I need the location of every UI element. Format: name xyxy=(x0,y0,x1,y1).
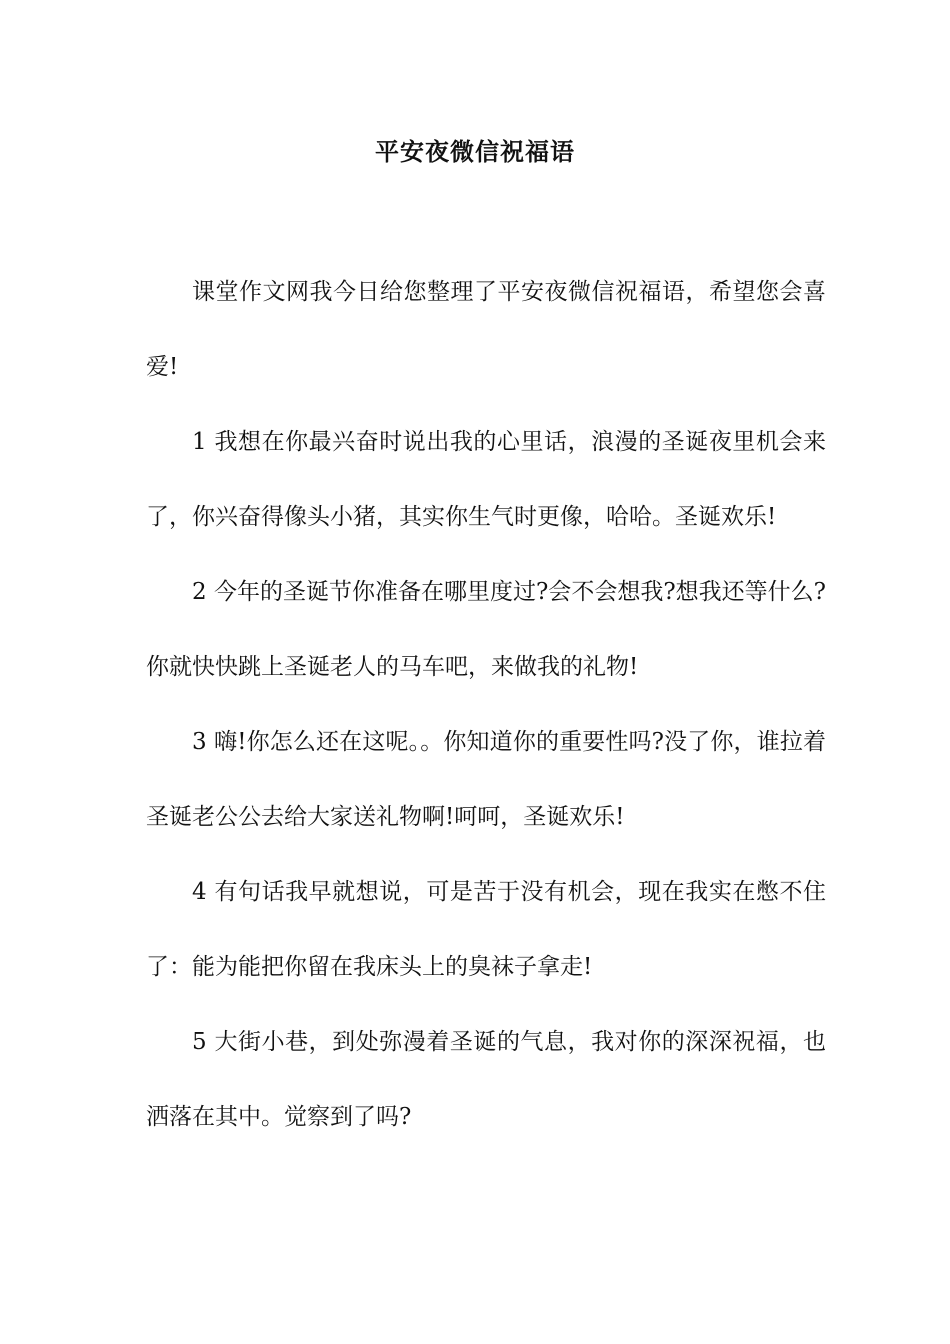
paragraph-1: 1 我想在你最兴奋时说出我的心里话，浪漫的圣诞夜里机会来了，你兴奋得像头小猪，其实你生气时更像，哈哈。圣诞欢乐! xyxy=(146,429,826,530)
paragraph-4: 4 有句话我早就想说，可是苦于没有机会，现在我实在憋不住了：能为能把你留在我床头上的臭袜子拿走! xyxy=(146,879,826,980)
document-title: 平安夜微信祝福语 xyxy=(375,137,575,166)
paragraph-5: 5 大街小巷，到处弥漫着圣诞的气息，我对你的深深祝福，也洒落在其中。觉察到了吗? xyxy=(146,1029,826,1130)
paragraph-3: 3 嗨!你怎么还在这呢。。你知道你的重要性吗?没了你，谁拉着圣诞老公公去给大家送礼物啊!呵呵，圣诞欢乐! xyxy=(146,729,826,830)
paragraph-2: 2 今年的圣诞节你准备在哪里度过?会不会想我?想我还等什么?你就快快跳上圣诞老人的马车吧，来做我的礼物! xyxy=(146,579,826,680)
paragraph-intro: 课堂作文网我今日给您整理了平安夜微信祝福语，希望您会喜爱! xyxy=(146,279,826,380)
document-body xyxy=(146,255,826,1155)
